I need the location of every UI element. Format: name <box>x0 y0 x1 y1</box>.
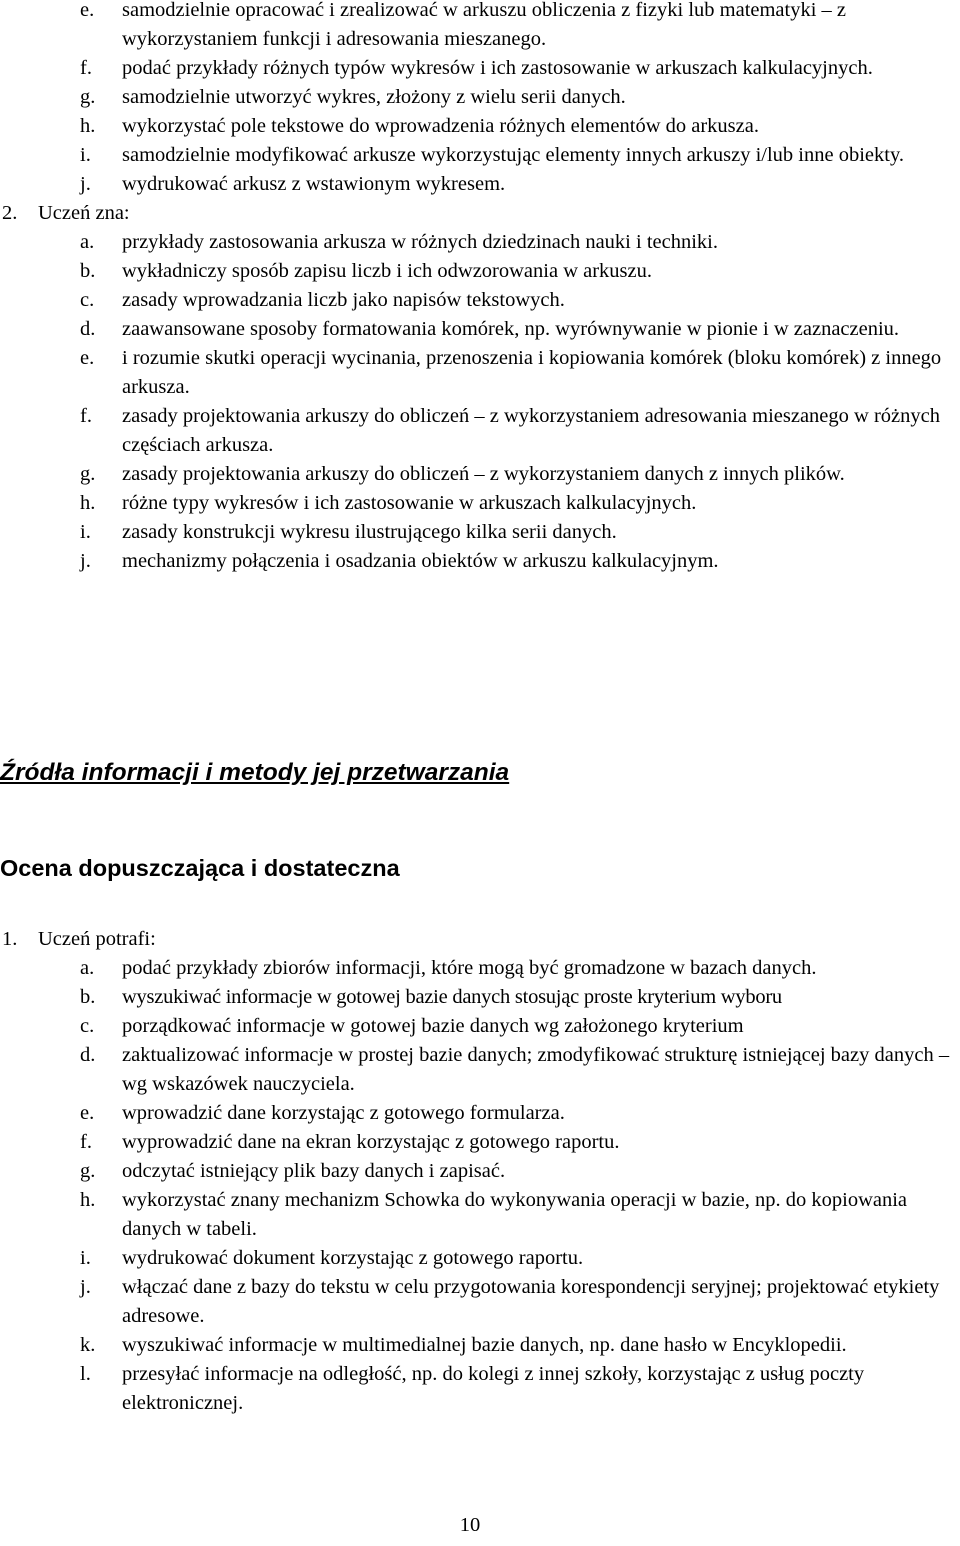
list-marker: f. <box>80 1131 92 1153</box>
list-item <box>0 1041 960 1099</box>
section-spreadsheet-skills <box>0 0 960 576</box>
list-item <box>0 1128 960 1157</box>
list-marker: a. <box>80 957 95 979</box>
list-item-text: zasady wprowadzania liczb jako napisów tekstowych. <box>122 289 565 311</box>
list-marker: i. <box>80 521 91 543</box>
list-marker: g. <box>80 463 96 485</box>
list-marker: b. <box>80 986 96 1008</box>
list-item <box>0 0 960 54</box>
list-marker: c. <box>80 1015 95 1037</box>
section-heading: Źródła informacji i metody jej przetwarzania <box>0 759 510 786</box>
list-item <box>0 1360 960 1418</box>
list-marker: j. <box>80 1276 91 1298</box>
list-marker: e. <box>80 347 95 369</box>
list-item-text: wydrukować dokument korzystając z gotowego raportu. <box>122 1247 584 1269</box>
list-knows <box>0 228 960 576</box>
list-marker: e. <box>80 1102 95 1124</box>
list-item-text: zaawansowane sposoby formatowania komórek, np. wyrównywanie w pionie i w zaznaczeniu. <box>122 318 900 340</box>
list-item <box>0 1186 960 1244</box>
list-marker: k. <box>80 1334 96 1356</box>
list-item-text: porządkować informacje w gotowej bazie danych wg założonego kryterium <box>122 1015 744 1037</box>
list-item-text: zasady projektowania arkuszy do obliczeń – z wykorzystaniem adresowania mieszanego w różnych częściach arkusza. <box>122 405 940 456</box>
point-text: Uczeń potrafi: <box>38 928 156 950</box>
list-item-text: wyprowadzić dane na ekran korzystając z gotowego raportu. <box>122 1131 620 1153</box>
list-marker: i. <box>80 144 91 166</box>
list-can-do <box>0 954 960 1418</box>
list-item <box>0 547 960 576</box>
list-marker: j. <box>80 173 91 195</box>
list-item-text: podać przykłady różnych typów wykresów i ich zastosowanie w arkuszach kalkulacyjnych. <box>122 57 873 79</box>
list-item <box>0 112 960 141</box>
list-item-text: wykorzystać znany mechanizm Schowka do wykonywania operacji w bazie, np. do kopiowania danych w tabeli. <box>122 1189 908 1240</box>
point-2-heading <box>0 199 960 228</box>
list-marker: a. <box>80 231 95 253</box>
list-item <box>0 54 960 83</box>
list-marker: i. <box>80 1247 91 1269</box>
list-item-text: przykłady zastosowania arkusza w różnych dziedzinach nauki i techniki. <box>122 231 718 253</box>
point-text: Uczeń zna: <box>38 202 130 224</box>
list-item <box>0 1273 960 1331</box>
list-item <box>0 286 960 315</box>
list-item-text: różne typy wykresów i ich zastosowanie w arkuszach kalkulacyjnych. <box>122 492 697 514</box>
list-item-text: wydrukować arkusz z wstawionym wykresem. <box>122 173 506 195</box>
list-item <box>0 228 960 257</box>
list-item-text: podać przykłady zbiorów informacji, które mogą być gromadzone w bazach danych. <box>122 957 817 979</box>
list-item <box>0 1099 960 1128</box>
list-item <box>0 518 960 547</box>
list-item <box>0 257 960 286</box>
list-item <box>0 141 960 170</box>
list-can-do-continued <box>0 0 960 199</box>
list-item-text: mechanizmy połączenia i osadzania obiektów w arkuszu kalkulacyjnym. <box>122 550 719 572</box>
list-item-text: samodzielnie opracować i zrealizować w arkuszu obliczenia z fizyki lub matematyki – z wykorzystaniem funkcji i adresowania mieszanego. <box>122 0 847 50</box>
list-marker: e. <box>80 0 95 21</box>
list-marker: f. <box>80 405 92 427</box>
list-marker: g. <box>80 1160 96 1182</box>
list-item <box>0 954 960 983</box>
list-marker: l. <box>80 1363 91 1385</box>
section-databases <box>0 925 960 1418</box>
grade-heading: Ocena dopuszczająca i dostateczna <box>0 855 400 881</box>
point-number: 1. <box>2 928 18 950</box>
list-marker: c. <box>80 289 95 311</box>
list-marker: j. <box>80 550 91 572</box>
list-item-text: wykorzystać pole tekstowe do wprowadzenia różnych elementów do arkusza. <box>122 115 759 137</box>
list-item <box>0 1331 960 1360</box>
list-item-text: odczytać istniejący plik bazy danych i zapisać. <box>122 1160 506 1182</box>
list-item <box>0 83 960 112</box>
list-item <box>0 460 960 489</box>
list-item <box>0 402 960 460</box>
page-number: 10 <box>459 1514 481 1536</box>
list-item-text: zaktualizować informacje w prostej bazie danych; zmodyfikować strukturę istniejącej bazy danych – wg wskazówek nauczyciela. <box>122 1044 950 1095</box>
list-item <box>0 1157 960 1186</box>
list-marker: b. <box>80 260 96 282</box>
list-item-text: przesyłać informacje na odległość, np. do kolegi z innej szkoły, korzystając z usług poczty elektronicznej. <box>122 1363 865 1414</box>
list-item-text: wprowadzić dane korzystając z gotowego formularza. <box>122 1102 565 1124</box>
list-item <box>0 983 960 1012</box>
list-marker: d. <box>80 318 96 340</box>
list-item <box>0 315 960 344</box>
list-item-text: wyszukiwać informacje w gotowej bazie danych stosując proste kryterium wyboru <box>122 986 782 1008</box>
list-item <box>0 1244 960 1273</box>
list-item-text: włączać dane z bazy do tekstu w celu przygotowania korespondencji seryjnej; projektować etykiety adresowe. <box>122 1276 940 1327</box>
list-marker: f. <box>80 57 92 79</box>
list-item-text: i rozumie skutki operacji wycinania, przenoszenia i kopiowania komórek (bloku komórek) z innego arkusza. <box>122 347 942 398</box>
list-item-text: wyszukiwać informacje w multimedialnej bazie danych, np. dane hasło w Encyklopedii. <box>122 1334 847 1356</box>
point-1-heading <box>0 925 960 954</box>
list-item-text: samodzielnie utworzyć wykres, złożony z wielu serii danych. <box>122 86 626 108</box>
list-item-text: zasady konstrukcji wykresu ilustrującego kilka serii danych. <box>122 521 617 543</box>
list-item <box>0 1012 960 1041</box>
point-number: 2. <box>2 202 18 224</box>
list-item <box>0 170 960 199</box>
list-marker: h. <box>80 1189 96 1211</box>
list-item <box>0 344 960 402</box>
list-marker: g. <box>80 86 96 108</box>
list-marker: h. <box>80 115 96 137</box>
list-item-text: zasady projektowania arkuszy do obliczeń – z wykorzystaniem danych z innych plików. <box>122 463 845 485</box>
list-item-text: wykładniczy sposób zapisu liczb i ich odwzorowania w arkuszu. <box>122 260 653 282</box>
list-marker: d. <box>80 1044 96 1066</box>
list-item <box>0 489 960 518</box>
list-item-text: samodzielnie modyfikować arkusze wykorzystując elementy innych arkuszy i/lub inne obiekty. <box>122 144 904 166</box>
list-marker: h. <box>80 492 96 514</box>
